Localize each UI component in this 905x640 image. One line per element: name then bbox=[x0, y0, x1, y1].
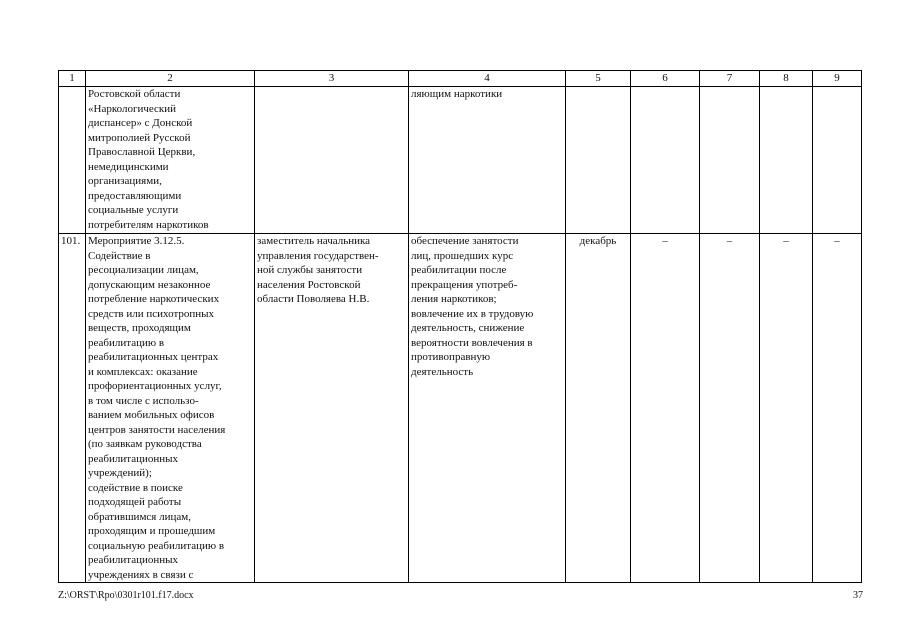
column-number: 9 bbox=[813, 71, 862, 87]
deadline-cell: декабрь bbox=[566, 234, 631, 583]
result-cell: обеспечение занятости лиц, прошедших курс реабилитации после прекращения употреб- ления наркотиков; вовлечение их в трудовую деятельность, снижение вероятности вовлечения в противоправную деятельность bbox=[409, 234, 566, 583]
value-cell bbox=[760, 87, 813, 234]
value-cell: – bbox=[631, 234, 700, 583]
column-number: 2 bbox=[86, 71, 255, 87]
organization-cell: Ростовской области «Наркологический диспансер» с Донской митрополией Русской Православной Церкви, немедицинскими организациями, предоставляющими социальные услуги потребителям наркотиков bbox=[86, 87, 255, 234]
column-number: 4 bbox=[409, 71, 566, 87]
program-table bbox=[58, 70, 862, 583]
value-cell: – bbox=[700, 234, 760, 583]
row-number-cell bbox=[59, 87, 86, 234]
column-number: 5 bbox=[566, 71, 631, 87]
page-number: 37 bbox=[853, 590, 863, 601]
column-number: 1 bbox=[59, 71, 86, 87]
column-number: 6 bbox=[631, 71, 700, 87]
column-number: 8 bbox=[760, 71, 813, 87]
column-number: 7 bbox=[700, 71, 760, 87]
value-cell bbox=[631, 87, 700, 234]
responsible-cell bbox=[255, 87, 409, 234]
activity-cell: Мероприятие 3.12.5. Содействие в ресоциализации лицам, допускающим незаконное потребление наркотических средств или психотропных веществ, проходящим реабилитацию в реабилитационных центрах и комплексах: оказание профориентационных услуг, в том числе с использо- ванием мобильных офисов центров занятости населения (по заявкам руководства реабилитационных учреждений); содействие в поиске подходящей работы обратившимся лицам, проходящим и прошедшим социальную реабилитацию в реабилитационных учреждениях в связи с bbox=[86, 234, 255, 583]
table-row bbox=[59, 87, 862, 234]
responsible-cell: заместитель начальника управления государствен- ной службы занятости населения Ростовской области Поволяева Н.В. bbox=[255, 234, 409, 583]
result-cell: ляющим наркотики bbox=[409, 87, 566, 234]
row-number-cell: 101. bbox=[59, 234, 86, 583]
column-number-row bbox=[59, 71, 862, 87]
value-cell: – bbox=[760, 234, 813, 583]
column-number: 3 bbox=[255, 71, 409, 87]
value-cell: – bbox=[813, 234, 862, 583]
value-cell bbox=[700, 87, 760, 234]
table-row bbox=[59, 234, 862, 583]
file-path: Z:\ORST\Rpo\0301r101.f17.docx bbox=[58, 590, 194, 601]
value-cell bbox=[813, 87, 862, 234]
deadline-cell bbox=[566, 87, 631, 234]
